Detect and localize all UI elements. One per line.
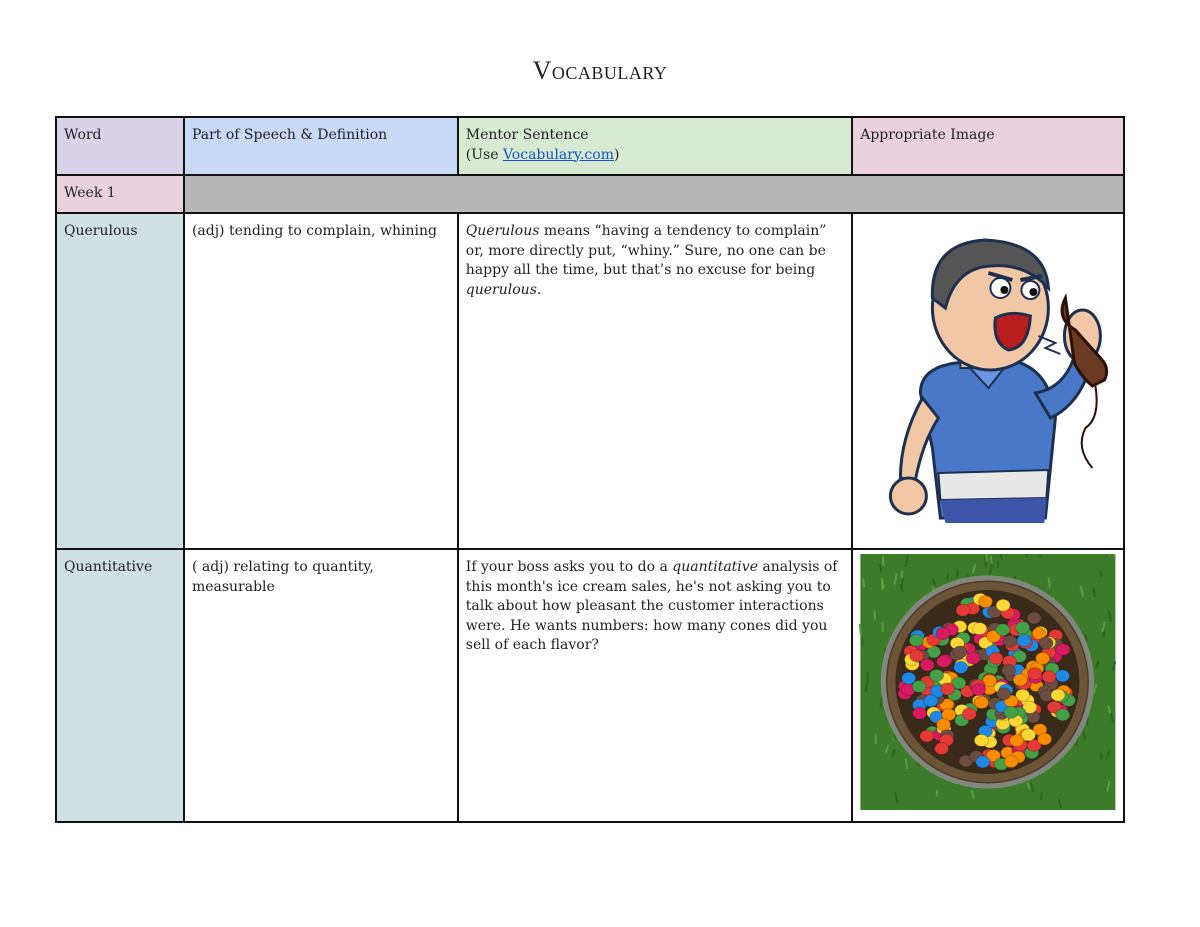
vocabulary-link[interactable]: Vocabulary.com bbox=[502, 146, 614, 163]
header-mentor-prefix: (Use bbox=[465, 146, 503, 163]
mentor-sentence-cell bbox=[458, 549, 852, 822]
mentor-sentence-cell bbox=[458, 213, 852, 549]
week-label: Week 1 bbox=[56, 175, 184, 213]
header-mentor-suffix: ) bbox=[613, 146, 620, 163]
angry-man-on-phone-icon bbox=[859, 218, 1117, 528]
week-banner bbox=[184, 175, 1124, 213]
header-part-of-speech: Part of Speech & Definition bbox=[184, 117, 458, 175]
page-title: Vocabulary bbox=[532, 56, 668, 85]
definition-cell: (adj) tending to complain, whining bbox=[184, 213, 458, 549]
header-mentor-sentence bbox=[458, 117, 852, 175]
table-row bbox=[56, 549, 1124, 822]
jar-of-candies-icon bbox=[859, 554, 1117, 810]
image-cell bbox=[852, 213, 1124, 549]
mentor-text: analysis of this month's ice cream sales, he's not asking you to talk about how pleasant the customer interactions were. He wants numbers: how many cones did you sell of each flavor? bbox=[465, 559, 838, 653]
vocabulary-table bbox=[55, 116, 1125, 823]
mentor-text: . bbox=[536, 281, 542, 298]
header-row bbox=[56, 117, 1124, 175]
mentor-emphasis: Querulous bbox=[465, 223, 540, 239]
header-word: Word bbox=[56, 117, 184, 175]
mentor-text: If your boss asks you to do a bbox=[465, 559, 673, 575]
word-cell: Quantitative bbox=[56, 549, 184, 822]
table-row bbox=[56, 213, 1124, 549]
header-mentor-title: Mentor Sentence bbox=[465, 127, 589, 143]
mentor-text: means “having a tendency to complain” or, more directly put, “whiny.” Sure, no one can be happy all the time, but that’s no excuse for being bbox=[465, 223, 827, 278]
image-cell bbox=[852, 549, 1124, 822]
word-cell: Querulous bbox=[56, 213, 184, 549]
header-image: Appropriate Image bbox=[852, 117, 1124, 175]
week-row bbox=[56, 175, 1124, 213]
mentor-emphasis: quantitative bbox=[672, 559, 758, 575]
definition-cell: ( adj) relating to quantity, measurable bbox=[184, 549, 458, 822]
mentor-emphasis: querulous bbox=[465, 281, 537, 298]
